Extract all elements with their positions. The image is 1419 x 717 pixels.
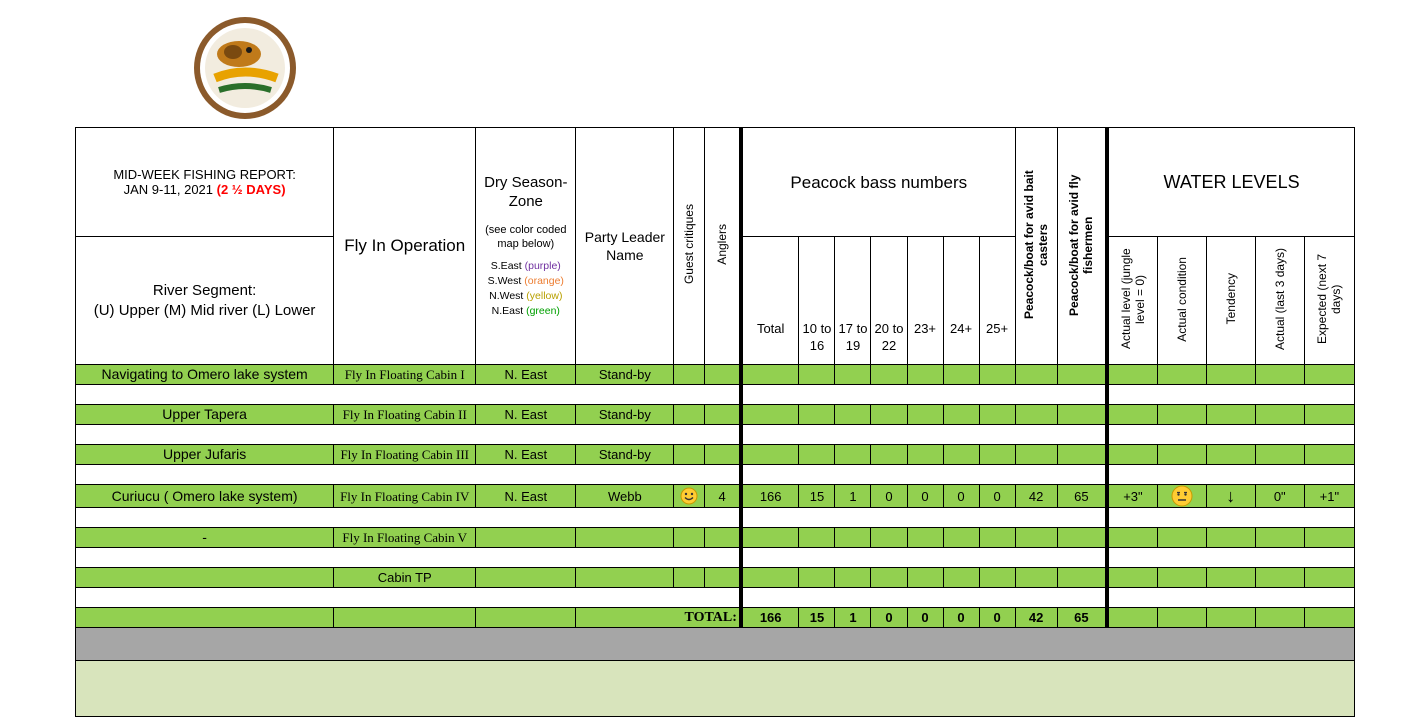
pale-green-band xyxy=(76,661,1355,717)
gray-band xyxy=(76,628,1355,661)
river-segment-legend: (U) Upper (M) Mid river (L) Lower xyxy=(93,301,316,319)
segment-cell: Upper Jufaris xyxy=(76,445,334,465)
fly-fishermen-cell: 65 xyxy=(1057,485,1107,508)
table-row xyxy=(76,568,1355,588)
segment-cell: Curiucu ( Omero lake system) xyxy=(76,485,334,508)
fly-fishermen-label: Peacock/boat for avid fly fishermen xyxy=(1067,173,1096,316)
tendency-header xyxy=(1206,237,1255,365)
size-10-16-header: 10 to 16 xyxy=(799,237,835,365)
condition-cell xyxy=(1157,485,1206,508)
size-24-cell: 0 xyxy=(943,485,979,508)
anglers-cell: 4 xyxy=(705,485,741,508)
dry-season-zone-header xyxy=(476,128,576,365)
next7-cell: +1" xyxy=(1304,485,1354,508)
size-10-16-cell: 15 xyxy=(799,485,835,508)
operation-cell: Fly In Floating Cabin II xyxy=(334,405,476,425)
actual-level-cell: +3" xyxy=(1107,485,1157,508)
neutral-face-icon xyxy=(1171,485,1193,507)
party-leader-header: Party Leader Name xyxy=(576,128,674,365)
report-dates: JAN 9-11, 2021 xyxy=(123,182,214,197)
total-header: Total xyxy=(741,237,799,365)
fishing-report-table xyxy=(75,127,1355,717)
size-24-header: 24+ xyxy=(943,237,979,365)
size-17-19-header: 17 to 19 xyxy=(835,237,871,365)
leader-cell: Stand-by xyxy=(576,365,674,385)
actual-level-label: Actual level (jungle level = 0) xyxy=(1118,248,1147,350)
segment-cell: Upper Tapera xyxy=(76,405,334,425)
totals-row xyxy=(76,608,1355,628)
report-title-cell xyxy=(76,128,334,237)
size-24-sum: 0 xyxy=(943,608,979,628)
size-20-22-cell: 0 xyxy=(871,485,907,508)
table-row xyxy=(76,528,1355,548)
operation-cell: Fly In Floating Cabin III xyxy=(334,445,476,465)
smiley-face-icon xyxy=(680,487,698,505)
actual-level-header xyxy=(1107,237,1157,365)
bait-casters-label: Peacock/boat for avid bait casters xyxy=(1022,170,1051,319)
expected-next7-header xyxy=(1304,237,1354,365)
size-23-sum: 0 xyxy=(907,608,943,628)
fly-fishermen-header xyxy=(1057,128,1107,365)
actual-last3-label: Actual (last 3 days) xyxy=(1272,247,1287,351)
anglers-header xyxy=(705,128,741,365)
zone-nw-color: (yellow) xyxy=(526,290,563,302)
anglers-label: Anglers xyxy=(715,224,730,265)
guest-critiques-label: Guest critiques xyxy=(682,204,697,285)
table-row xyxy=(76,405,1355,425)
size-17-19-cell: 1 xyxy=(835,485,871,508)
leader-cell: Stand-by xyxy=(576,445,674,465)
size-23-header: 23+ xyxy=(907,237,943,365)
size-17-19-sum: 1 xyxy=(835,608,871,628)
zone-cell: N. East xyxy=(476,365,576,385)
guest-critiques-header xyxy=(674,128,705,365)
river-segment-title: River Segment: xyxy=(152,281,257,299)
segment-cell: Navigating to Omero lake system xyxy=(76,365,334,385)
actual-condition-label: Actual condition xyxy=(1174,256,1189,342)
zone-se-color: (purple) xyxy=(524,260,561,272)
total-sum-cell: 166 xyxy=(741,608,799,628)
tendency-label: Tendency xyxy=(1223,273,1238,325)
table-row xyxy=(76,365,1355,385)
actual-condition-header xyxy=(1157,237,1206,365)
zone-se-label: S.East xyxy=(490,260,522,272)
report-days: (2 ½ DAYS) xyxy=(216,182,286,197)
zone-nw-label: N.West xyxy=(489,290,524,302)
leader-cell: Webb xyxy=(576,485,674,508)
leader-cell: Stand-by xyxy=(576,405,674,425)
zone-cell: N. East xyxy=(476,445,576,465)
totals-label: TOTAL: xyxy=(576,608,741,628)
critique-cell xyxy=(674,485,705,508)
size-20-22-sum: 0 xyxy=(871,608,907,628)
map-note: (see color coded map below) xyxy=(485,224,567,250)
size-25-cell: 0 xyxy=(979,485,1015,508)
last3-cell: 0" xyxy=(1255,485,1304,508)
peacock-bass-numbers-header: Peacock bass numbers xyxy=(741,128,1015,237)
total-cell: 166 xyxy=(741,485,799,508)
segment-cell xyxy=(76,568,334,588)
zone-sw-label: S.West xyxy=(487,275,522,287)
operation-cell: Cabin TP xyxy=(334,568,476,588)
tendency-cell: ↓ xyxy=(1206,485,1255,508)
size-20-22-header: 20 to 22 xyxy=(871,237,907,365)
bait-casters-header xyxy=(1015,128,1057,365)
expected-next7-label: Expected (next 7 days) xyxy=(1315,253,1344,345)
river-segment-header xyxy=(76,237,334,365)
bait-casters-sum: 42 xyxy=(1015,608,1057,628)
actual-last3-header xyxy=(1255,237,1304,365)
bait-casters-cell: 42 xyxy=(1015,485,1057,508)
report-title: MID-WEEK FISHING REPORT: xyxy=(113,167,296,182)
zone-cell: N. East xyxy=(476,405,576,425)
table-row xyxy=(76,445,1355,465)
size-25-header: 25+ xyxy=(979,237,1015,365)
size-23-cell: 0 xyxy=(907,485,943,508)
size-10-16-sum: 15 xyxy=(799,608,835,628)
operation-cell: Fly In Floating Cabin I xyxy=(334,365,476,385)
segment-cell: - xyxy=(76,528,334,548)
zone-ne-color: (green) xyxy=(526,305,560,317)
fly-fishermen-sum: 65 xyxy=(1057,608,1107,628)
size-25-sum: 0 xyxy=(979,608,1015,628)
dry-season-title: Dry Season-Zone xyxy=(484,174,568,210)
table-row xyxy=(76,485,1355,508)
fly-in-operation-header: Fly In Operation xyxy=(334,128,476,365)
water-levels-header: WATER LEVELS xyxy=(1107,128,1354,237)
zone-ne-label: N.East xyxy=(491,305,524,317)
river-plate-anglers-logo xyxy=(193,16,297,120)
zone-cell: N. East xyxy=(476,485,576,508)
zone-sw-color: (orange) xyxy=(524,275,564,287)
operation-cell: Fly In Floating Cabin V xyxy=(334,528,476,548)
operation-cell: Fly In Floating Cabin IV xyxy=(334,485,476,508)
